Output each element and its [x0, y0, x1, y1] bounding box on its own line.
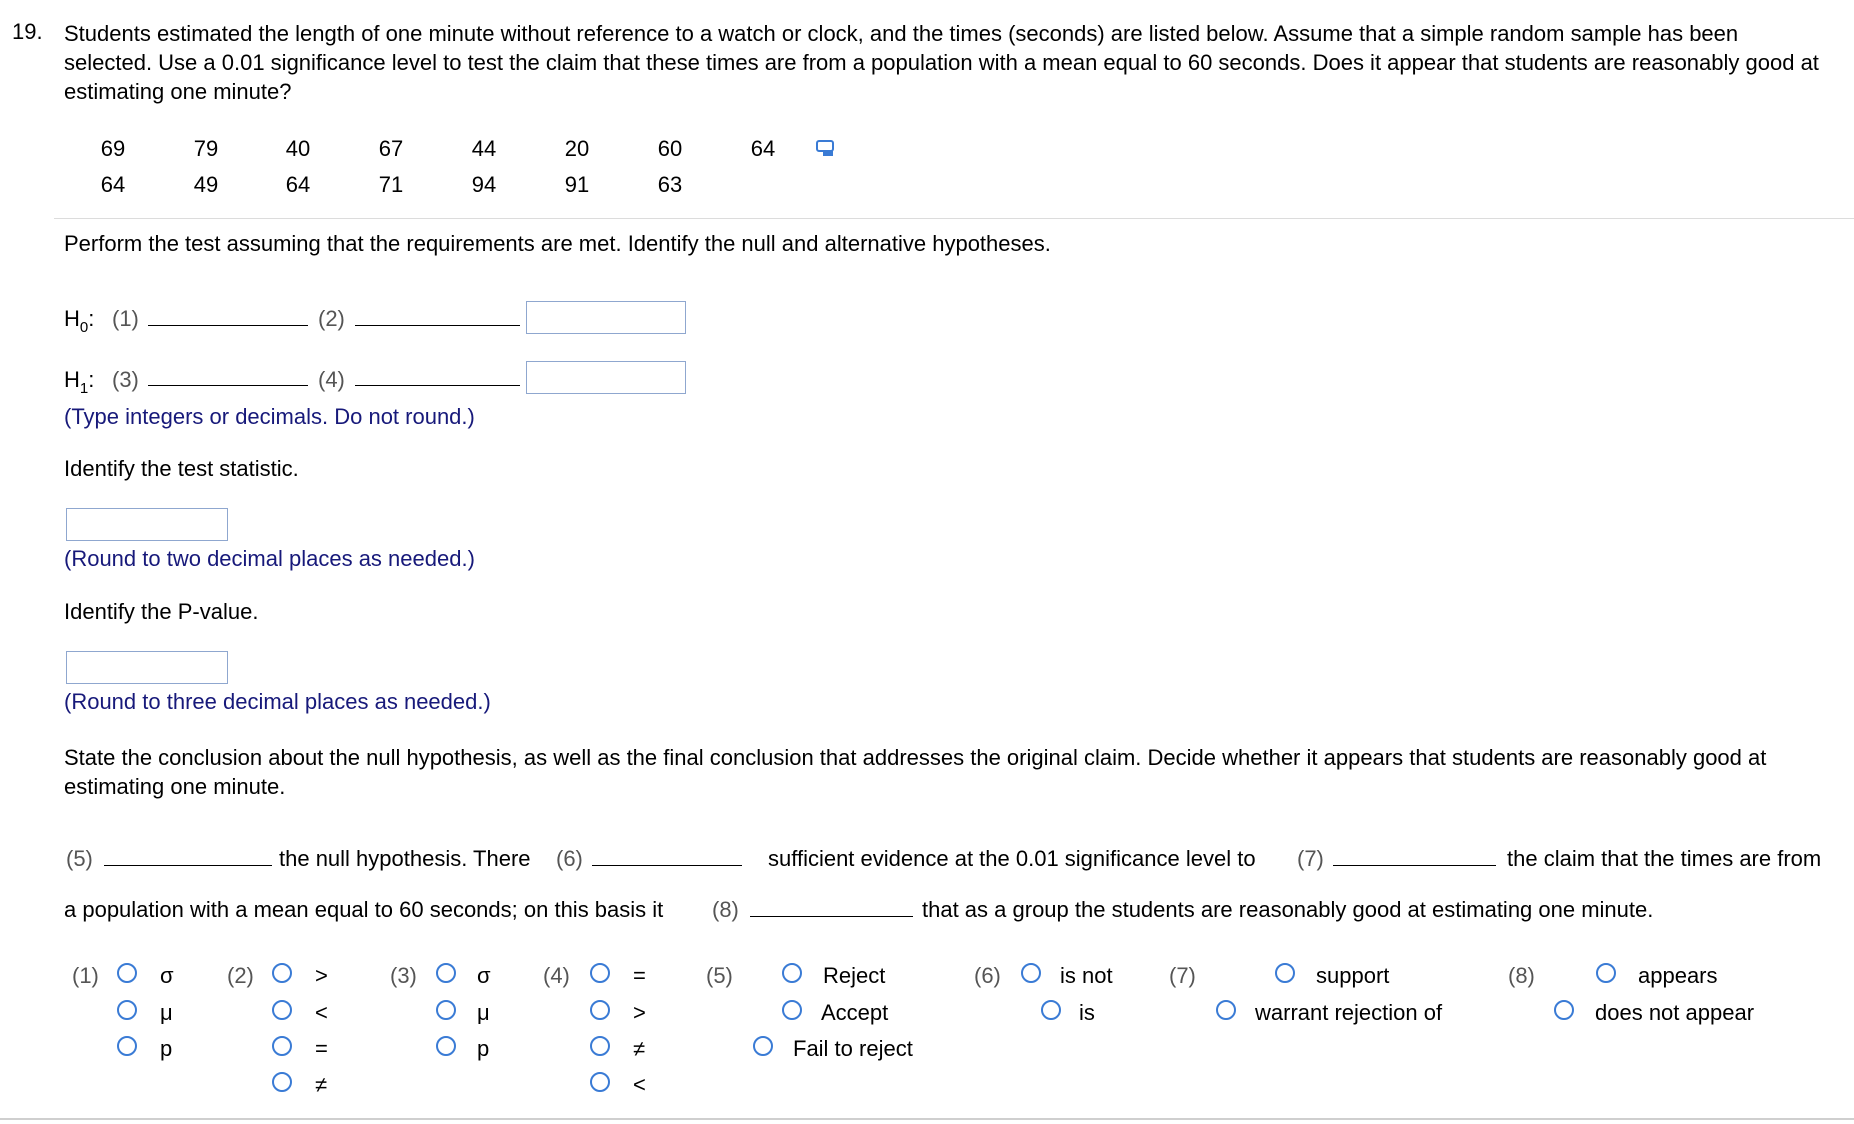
option-7-warrant-rejection: warrant rejection of: [1255, 1000, 1443, 1025]
option-2-greater: >: [315, 963, 328, 988]
p-value-input[interactable]: [66, 651, 228, 684]
h1-value-input[interactable]: [526, 361, 686, 394]
choice-group-label-4: (4): [543, 963, 570, 988]
radio-4-greater[interactable]: [590, 1000, 610, 1020]
radio-5-accept[interactable]: [782, 1000, 802, 1020]
radio-7-warrant-rejection[interactable]: [1216, 1000, 1236, 1020]
question-number: 19.: [12, 19, 43, 44]
radio-2-greater[interactable]: [272, 963, 292, 983]
p-value-hint: (Round to three decimal places as needed.): [64, 689, 491, 714]
option-1-sigma: σ: [160, 963, 174, 988]
data-value: 20: [564, 136, 590, 161]
data-value: 60: [657, 136, 683, 161]
h1-label: $H_1$:: [64, 367, 95, 397]
data-value: 64: [285, 172, 311, 197]
radio-6-is-not[interactable]: [1021, 963, 1041, 983]
radio-2-not-equal[interactable]: [272, 1072, 292, 1092]
data-value: 44: [471, 136, 497, 161]
question-text: Students estimated the length of one minute without reference to a watch or clock, and the times (seconds) are listed below. Assume that a simple random sample has been selected. Use a 0.01 significance level to test the claim that these times are from a population with a mean equal to 60 seconds. Does it appear that students are reasonably good at estimating one minute?: [64, 21, 1819, 104]
option-4-less: <: [633, 1072, 646, 1097]
dropdown-blank-3[interactable]: [148, 385, 308, 386]
dropdown-blank-2[interactable]: [355, 325, 520, 326]
radio-7-support[interactable]: [1275, 963, 1295, 983]
option-2-equal: =: [315, 1036, 328, 1061]
radio-8-does-not-appear[interactable]: [1554, 1000, 1574, 1020]
hypotheses-hint: (Type integers or decimals. Do not round.): [64, 404, 475, 429]
radio-3-sigma[interactable]: [436, 963, 456, 983]
choice-group-label-1: (1): [72, 963, 99, 988]
choice-group-label-6: (6): [974, 963, 1001, 988]
data-value: 91: [564, 172, 590, 197]
test-statistic-label: Identify the test statistic.: [64, 456, 299, 481]
copy-data-icon[interactable]: [816, 140, 836, 158]
data-value: 67: [378, 136, 404, 161]
option-6-is-not: is not: [1060, 963, 1113, 988]
data-value: 64: [100, 172, 126, 197]
option-2-not-equal: ≠: [315, 1072, 328, 1097]
choice-group-label-2: (2): [227, 963, 254, 988]
data-value: 94: [471, 172, 497, 197]
option-6-is: is: [1079, 1000, 1095, 1025]
option-5-reject: Reject: [823, 963, 886, 988]
radio-1-mu[interactable]: [117, 1000, 137, 1020]
radio-6-is[interactable]: [1041, 1000, 1061, 1020]
option-2-less: <: [315, 1000, 328, 1025]
radio-1-p[interactable]: [117, 1036, 137, 1056]
option-5-accept: Accept: [821, 1000, 889, 1025]
dropdown-blank-4[interactable]: [355, 385, 520, 386]
blank-label-4: (4): [318, 367, 345, 392]
option-4-greater: >: [633, 1000, 646, 1025]
option-3-p: p: [477, 1036, 490, 1061]
data-value: 71: [378, 172, 404, 197]
option-3-sigma: σ: [477, 963, 491, 988]
hypotheses-instruction: Perform the test assuming that the requirements are met. Identify the null and alternative hypotheses.: [64, 231, 1051, 256]
option-4-not-equal: ≠: [633, 1036, 646, 1061]
conclusion-text-2: sufficient evidence at the 0.01 significance level to: [768, 846, 1256, 871]
option-1-mu: μ: [160, 1000, 173, 1025]
test-statistic-hint: (Round to two decimal places as needed.): [64, 546, 475, 571]
bottom-divider: [0, 1118, 1854, 1120]
dropdown-blank-1[interactable]: [148, 325, 308, 326]
blank-label-7: (7): [1297, 846, 1324, 871]
blank-label-3: (3): [112, 367, 139, 392]
radio-3-mu[interactable]: [436, 1000, 456, 1020]
conclusion-text-1: the null hypothesis. There: [279, 846, 531, 871]
h0-value-input[interactable]: [526, 301, 686, 334]
radio-3-p[interactable]: [436, 1036, 456, 1056]
choice-group-label-3: (3): [390, 963, 417, 988]
dropdown-blank-6[interactable]: [592, 865, 742, 866]
blank-label-2: (2): [318, 306, 345, 331]
option-7-support: support: [1316, 963, 1390, 988]
radio-4-less[interactable]: [590, 1072, 610, 1092]
option-4-equal: =: [633, 963, 646, 988]
option-3-mu: μ: [477, 1000, 490, 1025]
conclusion-text-5: that as a group the students are reasonably good at estimating one minute.: [922, 897, 1654, 922]
radio-8-appears[interactable]: [1596, 963, 1616, 983]
test-statistic-input[interactable]: [66, 508, 228, 541]
data-value: 79: [193, 136, 219, 161]
radio-4-equal[interactable]: [590, 963, 610, 983]
h0-label: $H_0$:: [64, 306, 95, 336]
data-value: 40: [285, 136, 311, 161]
radio-2-less[interactable]: [272, 1000, 292, 1020]
dropdown-blank-8[interactable]: [750, 916, 913, 917]
choice-group-label-8: (8): [1508, 963, 1535, 988]
blank-label-8: (8): [712, 897, 739, 922]
data-value: 49: [193, 172, 219, 197]
option-5-fail-to-reject: Fail to reject: [793, 1036, 913, 1061]
choice-group-label-7: (7): [1169, 963, 1196, 988]
dropdown-blank-7[interactable]: [1333, 865, 1496, 866]
dropdown-blank-5[interactable]: [104, 865, 272, 866]
radio-5-reject[interactable]: [782, 963, 802, 983]
conclusion-text-4: a population with a mean equal to 60 seconds; on this basis it: [64, 897, 664, 922]
radio-1-sigma[interactable]: [117, 963, 137, 983]
choice-group-label-5: (5): [706, 963, 733, 988]
conclusion-instruction: State the conclusion about the null hypothesis, as well as the final conclusion that addresses the original claim. Decide whether it appears that students are reasonably good at estimating one minute.: [64, 745, 1767, 799]
section-divider: [54, 218, 1854, 219]
radio-2-equal[interactable]: [272, 1036, 292, 1056]
blank-label-5: (5): [66, 846, 93, 871]
option-1-p: p: [160, 1036, 173, 1061]
p-value-label: Identify the P-value.: [64, 599, 259, 624]
conclusion-text-3: the claim that the times are from: [1507, 846, 1822, 871]
data-value: 63: [657, 172, 683, 197]
option-8-does-not-appear: does not appear: [1595, 1000, 1755, 1025]
data-value: 64: [750, 136, 776, 161]
blank-label-1: (1): [112, 306, 139, 331]
option-8-appears: appears: [1638, 963, 1718, 988]
radio-5-fail-to-reject[interactable]: [753, 1036, 773, 1056]
data-value: 69: [100, 136, 126, 161]
radio-4-not-equal[interactable]: [590, 1036, 610, 1056]
blank-label-6: (6): [556, 846, 583, 871]
